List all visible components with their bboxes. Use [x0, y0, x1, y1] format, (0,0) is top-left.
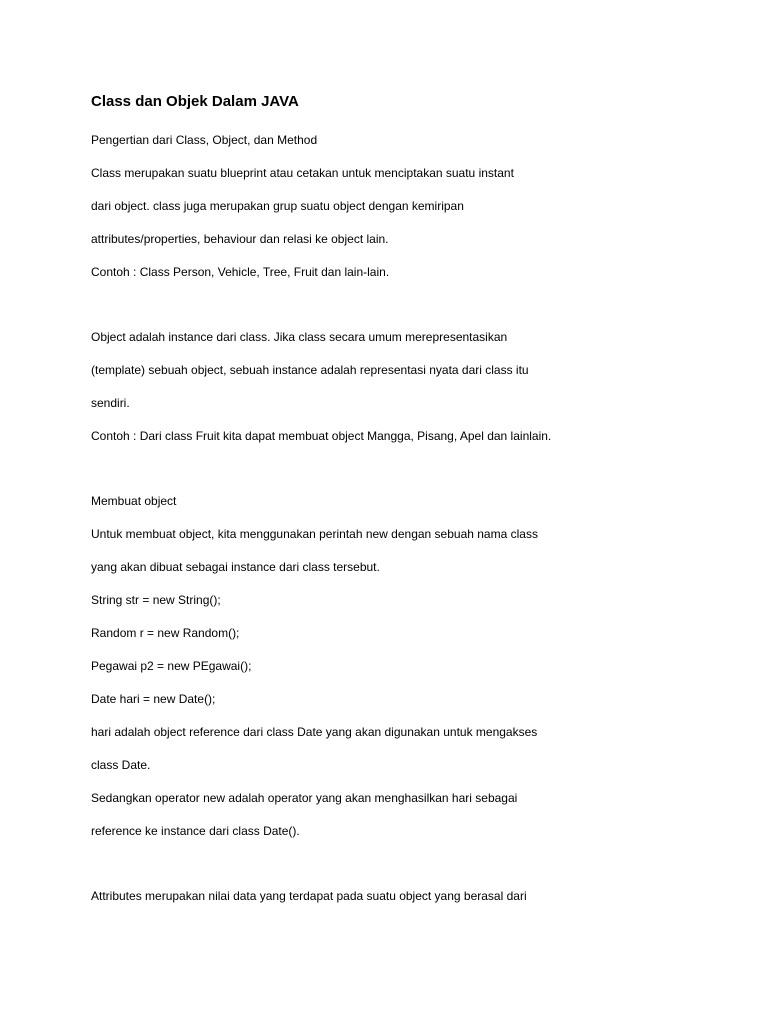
- paragraph-line: Contoh : Dari class Fruit kita dapat membuat object Mangga, Pisang, Apel dan lainlain.: [91, 429, 552, 443]
- paragraph-line: Sedangkan operator new adalah operator yang akan menghasilkan hari sebagai: [91, 791, 518, 805]
- paragraph-line: yang akan dibuat sebagai instance dari class tersebut.: [91, 560, 380, 574]
- paragraph-line: hari adalah object reference dari class Date yang akan digunakan untuk mengakses: [91, 725, 538, 739]
- code-line: String str = new String();: [91, 593, 221, 607]
- code-line: Random r = new Random();: [91, 626, 240, 640]
- section-heading: Pengertian dari Class, Object, dan Method: [91, 133, 318, 147]
- paragraph-line: Object adalah instance dari class. Jika class secara umum merepresentasikan: [91, 330, 508, 344]
- section-heading: Membuat object: [91, 494, 177, 508]
- code-line: Pegawai p2 = new PEgawai();: [91, 659, 252, 673]
- paragraph-line: Contoh : Class Person, Vehicle, Tree, Fruit dan lain-lain.: [91, 265, 390, 279]
- document-title: Class dan Objek Dalam JAVA: [91, 93, 299, 110]
- paragraph-line: Untuk membuat object, kita menggunakan perintah new dengan sebuah nama class: [91, 527, 538, 541]
- code-line: Date hari = new Date();: [91, 692, 216, 706]
- paragraph-line: Class merupakan suatu blueprint atau cetakan untuk menciptakan suatu instant: [91, 166, 514, 180]
- paragraph-line: (template) sebuah object, sebuah instance adalah representasi nyata dari class itu: [91, 363, 529, 377]
- paragraph-line: dari object. class juga merupakan grup suatu object dengan kemiripan: [91, 199, 464, 213]
- paragraph-line: attributes/properties, behaviour dan relasi ke object lain.: [91, 232, 389, 246]
- paragraph-line: Attributes merupakan nilai data yang terdapat pada suatu object yang berasal dari: [91, 889, 527, 903]
- paragraph-line: class Date.: [91, 758, 151, 772]
- paragraph-line: sendiri.: [91, 396, 130, 410]
- paragraph-line: reference ke instance dari class Date().: [91, 824, 300, 838]
